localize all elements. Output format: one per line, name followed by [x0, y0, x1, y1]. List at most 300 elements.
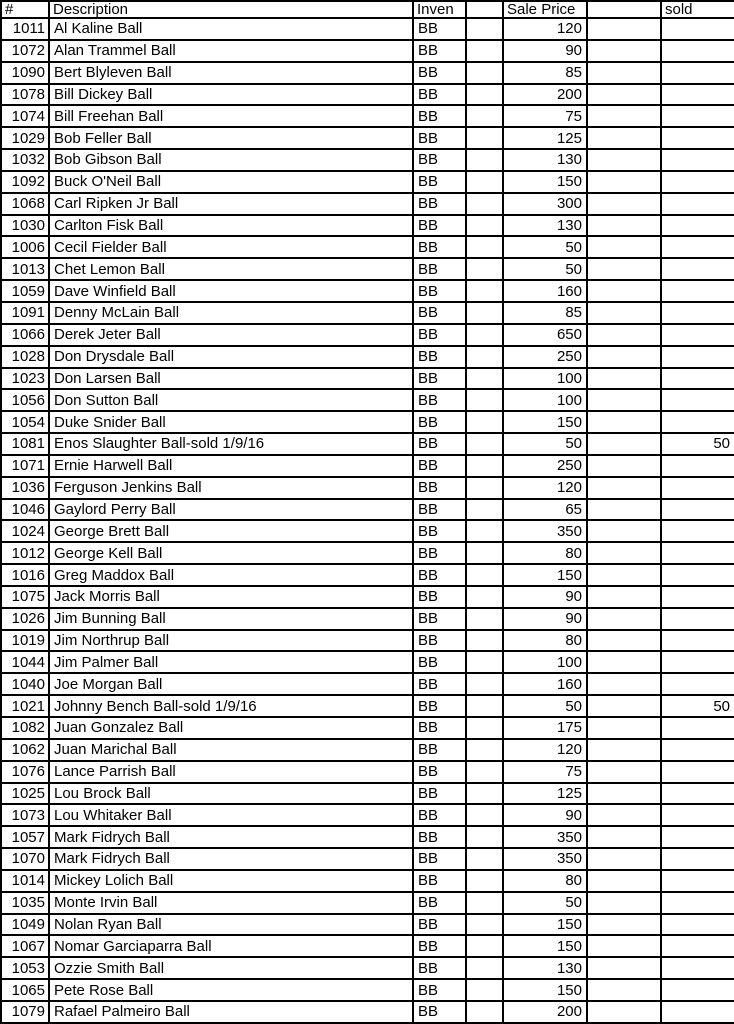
cell-sold: [661, 193, 734, 215]
cell-sale_price: 100: [503, 389, 587, 411]
cell-blank1: [466, 870, 503, 892]
table-row: [1, 433, 734, 455]
cell-blank2: [587, 477, 661, 499]
col-header-blank1: [466, 1, 503, 18]
cell-inven: BB: [413, 1001, 466, 1023]
cell-num: 1082: [1, 717, 49, 739]
cell-blank1: [466, 783, 503, 805]
cell-sale_price: 130: [503, 215, 587, 237]
cell-sold: [661, 826, 734, 848]
cell-description: Bert Blyleven Ball: [49, 62, 413, 84]
table-row: [1, 739, 734, 761]
cell-num: 1072: [1, 40, 49, 62]
cell-inven: BB: [413, 149, 466, 171]
cell-sold: [661, 389, 734, 411]
cell-inven: BB: [413, 935, 466, 957]
cell-description: Jim Bunning Ball: [49, 608, 413, 630]
cell-blank1: [466, 630, 503, 652]
table-row: [1, 18, 734, 40]
cell-sale_price: 90: [503, 608, 587, 630]
cell-num: 1066: [1, 324, 49, 346]
cell-sale_price: 90: [503, 40, 587, 62]
cell-num: 1092: [1, 171, 49, 193]
cell-inven: BB: [413, 127, 466, 149]
cell-sold: 50: [661, 695, 734, 717]
cell-description: George Brett Ball: [49, 520, 413, 542]
cell-description: Mark Fidrych Ball: [49, 826, 413, 848]
table-row: [1, 324, 734, 346]
cell-inven: BB: [413, 826, 466, 848]
cell-sold: [661, 848, 734, 870]
cell-sale_price: 50: [503, 258, 587, 280]
table-row: [1, 215, 734, 237]
table-row: [1, 236, 734, 258]
cell-description: Don Larsen Ball: [49, 368, 413, 390]
table-row: [1, 499, 734, 521]
cell-sale_price: 120: [503, 18, 587, 40]
cell-description: Monte Irvin Ball: [49, 892, 413, 914]
cell-num: 1032: [1, 149, 49, 171]
table-row: [1, 957, 734, 979]
cell-inven: BB: [413, 324, 466, 346]
cell-description: Bill Dickey Ball: [49, 84, 413, 106]
cell-num: 1074: [1, 105, 49, 127]
cell-blank1: [466, 586, 503, 608]
cell-inven: BB: [413, 280, 466, 302]
cell-inven: BB: [413, 477, 466, 499]
cell-sale_price: 125: [503, 127, 587, 149]
cell-blank2: [587, 346, 661, 368]
cell-blank2: [587, 411, 661, 433]
cell-blank1: [466, 455, 503, 477]
cell-blank2: [587, 236, 661, 258]
cell-blank2: [587, 433, 661, 455]
cell-blank2: [587, 149, 661, 171]
cell-num: 1014: [1, 870, 49, 892]
cell-sold: [661, 40, 734, 62]
cell-description: Ozzie Smith Ball: [49, 957, 413, 979]
cell-blank2: [587, 564, 661, 586]
cell-sold: [661, 739, 734, 761]
cell-num: 1076: [1, 761, 49, 783]
cell-num: 1021: [1, 695, 49, 717]
cell-description: Nomar Garciaparra Ball: [49, 935, 413, 957]
cell-num: 1075: [1, 586, 49, 608]
table-row: [1, 870, 734, 892]
table-row: [1, 302, 734, 324]
table-row: [1, 368, 734, 390]
col-header-num: #: [1, 1, 49, 18]
cell-description: Carl Ripken Jr Ball: [49, 193, 413, 215]
cell-sale_price: 100: [503, 651, 587, 673]
cell-sale_price: 650: [503, 324, 587, 346]
cell-sale_price: 75: [503, 761, 587, 783]
cell-blank2: [587, 389, 661, 411]
cell-sale_price: 130: [503, 957, 587, 979]
cell-inven: BB: [413, 258, 466, 280]
cell-description: Juan Gonzalez Ball: [49, 717, 413, 739]
cell-sold: [661, 368, 734, 390]
cell-blank1: [466, 848, 503, 870]
cell-sold: 50: [661, 433, 734, 455]
cell-blank1: [466, 979, 503, 1001]
table-row: [1, 564, 734, 586]
cell-sold: [661, 18, 734, 40]
cell-description: Pete Rose Ball: [49, 979, 413, 1001]
cell-blank2: [587, 127, 661, 149]
cell-blank1: [466, 542, 503, 564]
cell-blank2: [587, 18, 661, 40]
cell-inven: BB: [413, 848, 466, 870]
cell-num: 1011: [1, 18, 49, 40]
cell-blank2: [587, 455, 661, 477]
cell-blank2: [587, 40, 661, 62]
cell-sale_price: 130: [503, 149, 587, 171]
cell-description: Jim Palmer Ball: [49, 651, 413, 673]
cell-inven: BB: [413, 411, 466, 433]
cell-blank1: [466, 935, 503, 957]
col-header-inven: Inven: [413, 1, 466, 18]
cell-blank1: [466, 302, 503, 324]
cell-num: 1026: [1, 608, 49, 630]
cell-description: Chet Lemon Ball: [49, 258, 413, 280]
cell-inven: BB: [413, 630, 466, 652]
cell-description: Dave Winfield Ball: [49, 280, 413, 302]
cell-num: 1040: [1, 673, 49, 695]
table-row: [1, 477, 734, 499]
cell-description: Johnny Bench Ball-sold 1/9/16: [49, 695, 413, 717]
cell-blank1: [466, 149, 503, 171]
cell-sold: [661, 564, 734, 586]
cell-sale_price: 75: [503, 105, 587, 127]
cell-num: 1024: [1, 520, 49, 542]
table-row: [1, 979, 734, 1001]
cell-blank1: [466, 914, 503, 936]
cell-sold: [661, 935, 734, 957]
cell-blank2: [587, 783, 661, 805]
cell-blank2: [587, 739, 661, 761]
cell-sold: [661, 870, 734, 892]
cell-blank1: [466, 761, 503, 783]
cell-num: 1028: [1, 346, 49, 368]
cell-description: Mark Fidrych Ball: [49, 848, 413, 870]
cell-blank2: [587, 826, 661, 848]
cell-sale_price: 90: [503, 804, 587, 826]
cell-sold: [661, 542, 734, 564]
cell-num: 1049: [1, 914, 49, 936]
cell-blank1: [466, 1001, 503, 1023]
cell-inven: BB: [413, 651, 466, 673]
cell-blank2: [587, 914, 661, 936]
cell-sold: [661, 258, 734, 280]
cell-blank2: [587, 520, 661, 542]
table-row: [1, 280, 734, 302]
cell-blank2: [587, 848, 661, 870]
table-row: [1, 455, 734, 477]
cell-num: 1057: [1, 826, 49, 848]
cell-sold: [661, 804, 734, 826]
cell-num: 1035: [1, 892, 49, 914]
cell-inven: BB: [413, 739, 466, 761]
cell-num: 1053: [1, 957, 49, 979]
cell-description: Joe Morgan Ball: [49, 673, 413, 695]
cell-inven: BB: [413, 783, 466, 805]
cell-blank2: [587, 717, 661, 739]
cell-description: Al Kaline Ball: [49, 18, 413, 40]
cell-sold: [661, 346, 734, 368]
cell-blank1: [466, 717, 503, 739]
cell-sale_price: 150: [503, 171, 587, 193]
cell-description: Duke Snider Ball: [49, 411, 413, 433]
cell-sale_price: 125: [503, 783, 587, 805]
cell-blank2: [587, 171, 661, 193]
cell-sold: [661, 630, 734, 652]
cell-inven: BB: [413, 804, 466, 826]
cell-description: Jack Morris Ball: [49, 586, 413, 608]
cell-blank1: [466, 171, 503, 193]
cell-num: 1012: [1, 542, 49, 564]
cell-sale_price: 350: [503, 520, 587, 542]
cell-num: 1062: [1, 739, 49, 761]
cell-sale_price: 160: [503, 673, 587, 695]
cell-num: 1073: [1, 804, 49, 826]
cell-blank1: [466, 324, 503, 346]
cell-num: 1006: [1, 236, 49, 258]
table-row: [1, 62, 734, 84]
cell-inven: BB: [413, 193, 466, 215]
cell-num: 1091: [1, 302, 49, 324]
cell-num: 1046: [1, 499, 49, 521]
cell-description: Nolan Ryan Ball: [49, 914, 413, 936]
cell-description: Gaylord Perry Ball: [49, 499, 413, 521]
table-body: [1, 18, 734, 1023]
cell-blank1: [466, 411, 503, 433]
cell-blank1: [466, 193, 503, 215]
cell-sale_price: 50: [503, 892, 587, 914]
cell-blank1: [466, 499, 503, 521]
col-header-sale-price: Sale Price: [503, 1, 587, 18]
table-row: [1, 346, 734, 368]
cell-description: Bill Freehan Ball: [49, 105, 413, 127]
table-row: [1, 520, 734, 542]
cell-blank1: [466, 258, 503, 280]
cell-blank2: [587, 870, 661, 892]
table-row: [1, 892, 734, 914]
cell-description: Denny McLain Ball: [49, 302, 413, 324]
cell-num: 1078: [1, 84, 49, 106]
cell-sale_price: 150: [503, 914, 587, 936]
cell-sale_price: 50: [503, 236, 587, 258]
cell-inven: BB: [413, 892, 466, 914]
cell-blank1: [466, 105, 503, 127]
cell-blank1: [466, 62, 503, 84]
cell-sale_price: 80: [503, 542, 587, 564]
cell-num: 1059: [1, 280, 49, 302]
cell-blank2: [587, 979, 661, 1001]
cell-inven: BB: [413, 717, 466, 739]
cell-inven: BB: [413, 105, 466, 127]
cell-sold: [661, 84, 734, 106]
cell-blank2: [587, 62, 661, 84]
cell-blank1: [466, 368, 503, 390]
cell-sale_price: 200: [503, 1001, 587, 1023]
table-row: [1, 40, 734, 62]
table-row: [1, 127, 734, 149]
cell-inven: BB: [413, 368, 466, 390]
cell-sale_price: 150: [503, 411, 587, 433]
cell-inven: BB: [413, 695, 466, 717]
cell-blank2: [587, 957, 661, 979]
cell-sold: [661, 608, 734, 630]
cell-blank1: [466, 477, 503, 499]
cell-sale_price: 150: [503, 935, 587, 957]
cell-sold: [661, 477, 734, 499]
cell-inven: BB: [413, 346, 466, 368]
table-row: [1, 389, 734, 411]
cell-sale_price: 150: [503, 979, 587, 1001]
cell-blank1: [466, 520, 503, 542]
cell-num: 1067: [1, 935, 49, 957]
cell-sale_price: 80: [503, 630, 587, 652]
cell-blank1: [466, 18, 503, 40]
cell-num: 1013: [1, 258, 49, 280]
cell-num: 1056: [1, 389, 49, 411]
cell-num: 1044: [1, 651, 49, 673]
cell-sold: [661, 586, 734, 608]
cell-blank2: [587, 630, 661, 652]
table-row: [1, 804, 734, 826]
cell-inven: BB: [413, 914, 466, 936]
cell-blank2: [587, 105, 661, 127]
cell-inven: BB: [413, 586, 466, 608]
cell-blank2: [587, 258, 661, 280]
cell-blank1: [466, 433, 503, 455]
cell-sale_price: 100: [503, 368, 587, 390]
cell-sold: [661, 717, 734, 739]
cell-blank2: [587, 302, 661, 324]
cell-sold: [661, 302, 734, 324]
cell-sold: [661, 280, 734, 302]
cell-inven: BB: [413, 979, 466, 1001]
col-header-sold: sold: [661, 1, 734, 18]
table-row: [1, 105, 734, 127]
cell-blank1: [466, 804, 503, 826]
cell-blank1: [466, 40, 503, 62]
cell-sold: [661, 520, 734, 542]
cell-blank2: [587, 193, 661, 215]
cell-sale_price: 50: [503, 695, 587, 717]
cell-num: 1090: [1, 62, 49, 84]
cell-num: 1029: [1, 127, 49, 149]
cell-blank1: [466, 651, 503, 673]
cell-sold: [661, 171, 734, 193]
cell-sold: [661, 1001, 734, 1023]
cell-blank1: [466, 346, 503, 368]
cell-num: 1016: [1, 564, 49, 586]
cell-blank1: [466, 84, 503, 106]
cell-blank1: [466, 892, 503, 914]
cell-sale_price: 160: [503, 280, 587, 302]
cell-description: Lou Whitaker Ball: [49, 804, 413, 826]
table-row: [1, 84, 734, 106]
cell-sold: [661, 957, 734, 979]
table-row: [1, 586, 734, 608]
table-row: [1, 1001, 734, 1023]
cell-num: 1036: [1, 477, 49, 499]
table-row: [1, 411, 734, 433]
cell-description: Bob Gibson Ball: [49, 149, 413, 171]
cell-num: 1071: [1, 455, 49, 477]
cell-description: Enos Slaughter Ball-sold 1/9/16: [49, 433, 413, 455]
cell-description: Rafael Palmeiro Ball: [49, 1001, 413, 1023]
cell-sold: [661, 149, 734, 171]
cell-blank2: [587, 804, 661, 826]
cell-num: 1068: [1, 193, 49, 215]
table-row: [1, 193, 734, 215]
table-row: [1, 651, 734, 673]
cell-sold: [661, 783, 734, 805]
cell-description: Bob Feller Ball: [49, 127, 413, 149]
table-row: [1, 783, 734, 805]
cell-inven: BB: [413, 673, 466, 695]
cell-inven: BB: [413, 455, 466, 477]
cell-description: Buck O'Neil Ball: [49, 171, 413, 193]
cell-inven: BB: [413, 761, 466, 783]
table-row: [1, 171, 734, 193]
cell-blank1: [466, 957, 503, 979]
cell-description: Lou Brock Ball: [49, 783, 413, 805]
cell-inven: BB: [413, 499, 466, 521]
cell-inven: BB: [413, 215, 466, 237]
cell-description: Ferguson Jenkins Ball: [49, 477, 413, 499]
cell-description: Don Drysdale Ball: [49, 346, 413, 368]
cell-blank1: [466, 389, 503, 411]
table-row: [1, 826, 734, 848]
cell-description: Don Sutton Ball: [49, 389, 413, 411]
cell-sale_price: 120: [503, 739, 587, 761]
cell-blank1: [466, 564, 503, 586]
cell-sale_price: 350: [503, 826, 587, 848]
cell-sale_price: 250: [503, 455, 587, 477]
cell-inven: BB: [413, 870, 466, 892]
cell-blank1: [466, 739, 503, 761]
cell-num: 1054: [1, 411, 49, 433]
cell-sold: [661, 127, 734, 149]
col-header-blank2: [587, 1, 661, 18]
cell-inven: BB: [413, 84, 466, 106]
cell-inven: BB: [413, 171, 466, 193]
cell-inven: BB: [413, 564, 466, 586]
cell-description: Jim Northrup Ball: [49, 630, 413, 652]
table-row: [1, 542, 734, 564]
col-header-description: Description: [49, 1, 413, 18]
cell-sold: [661, 455, 734, 477]
cell-blank2: [587, 368, 661, 390]
cell-num: 1079: [1, 1001, 49, 1023]
table-row: [1, 149, 734, 171]
cell-description: Cecil Fielder Ball: [49, 236, 413, 258]
table-row: [1, 630, 734, 652]
cell-inven: BB: [413, 302, 466, 324]
cell-inven: BB: [413, 62, 466, 84]
cell-blank2: [587, 608, 661, 630]
cell-sale_price: 175: [503, 717, 587, 739]
cell-description: Alan Trammel Ball: [49, 40, 413, 62]
cell-sold: [661, 62, 734, 84]
cell-inven: BB: [413, 40, 466, 62]
cell-inven: BB: [413, 520, 466, 542]
cell-blank2: [587, 280, 661, 302]
